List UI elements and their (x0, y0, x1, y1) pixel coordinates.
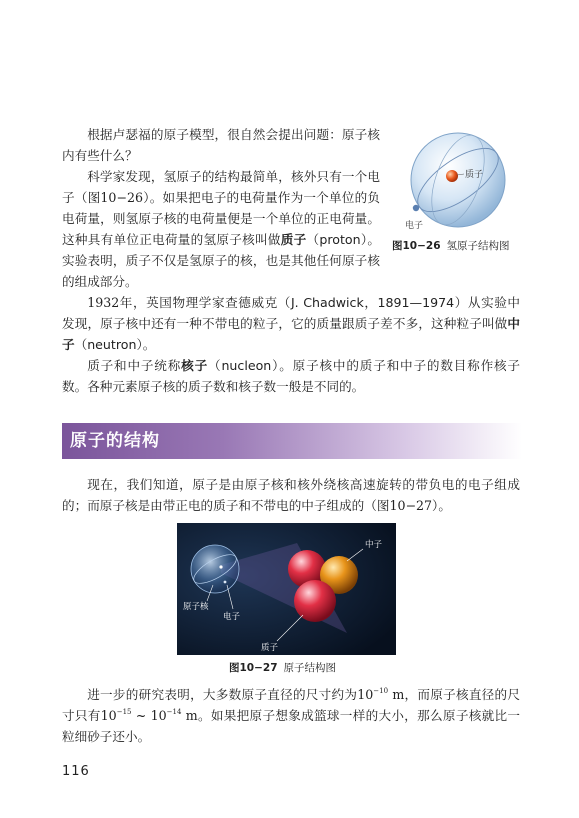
electron-cloud-sphere (411, 133, 505, 227)
term-en-neutron: neutron (87, 337, 137, 352)
figure-caption (392, 238, 527, 254)
text: （ (306, 232, 320, 247)
paragraph-proton (62, 166, 380, 292)
paragraph-neutron (62, 292, 520, 355)
figure-title: 氢原子结构图 (446, 240, 510, 252)
proton-ball (294, 580, 336, 622)
hydrogen-atom-figure (402, 130, 510, 236)
section-header (62, 423, 522, 459)
term-en-nucleon: nucleon (221, 358, 272, 373)
figure-caption (229, 660, 336, 676)
exponent: −14 (166, 708, 182, 716)
text: m，而原子核直径的尺寸只有10 (62, 687, 520, 723)
section-title: 原子的结构 (70, 431, 160, 451)
page-number: 116 (62, 764, 90, 779)
text: 科学家发现，氢原子的结构最简单，核外只有一个电子（图10−26）。如果把电子的电荷量作为一个单位的负电荷量，则氢原子核的电荷量便是一个单位的正电荷量。这种具有单位正电荷量的氢原子核叫做 (62, 169, 380, 247)
text: ）从实验中发现，原子核中还有一种不带电的粒子，它的质量跟质子差不多，这种粒子叫做 (62, 295, 521, 331)
atom-structure-figure (177, 523, 396, 655)
exponent: −10 (373, 687, 389, 695)
label-electron: 电子 (405, 221, 424, 231)
text: 进一步的研究表明，大多数原子直径的尺寸约为10 (87, 687, 374, 702)
atom-sphere (191, 545, 239, 593)
term-neutron: 中子 (62, 316, 520, 352)
term-proton: 质子 (280, 232, 307, 247)
paragraph-question: 根据卢瑟福的原子模型，很自然会提出问题：原子核内有些什么？ (62, 127, 380, 163)
text: ~ 10 (131, 708, 167, 723)
label-electron: 电子 (223, 612, 241, 622)
text: 1932年，英国物理学家查德威克（ (87, 295, 291, 310)
text: ）。实验表明，质子不仅是氢原子的核，也是其他任何原子核的组成部分。 (62, 232, 381, 289)
label-neutron: 中子 (365, 540, 383, 550)
paragraph-atom-structure: 现在，我们知道，原子是由原子核和核外绕核高速旋转的带负电的电子组成的；而原子核是由带正电的质子和不带电的中子组成的（图10−27）。 (62, 477, 520, 513)
figure-title: 原子结构图 (283, 662, 337, 674)
paragraph-nucleon (62, 355, 520, 397)
text: （ (208, 358, 222, 373)
figure-number: 图10−26 (392, 240, 441, 252)
exponent: −15 (116, 708, 132, 716)
person-name: J. Chadwick，1891—1974 (290, 295, 455, 310)
term-en-proton: proton (319, 232, 361, 247)
text: （ (74, 337, 88, 352)
term-nucleon: 核子 (181, 358, 209, 373)
nucleus-dot (219, 565, 222, 568)
electron-ball (413, 205, 419, 211)
electron-dot (224, 581, 227, 584)
text: ）。 (136, 337, 156, 352)
label-nucleus: 原子核 (183, 602, 209, 612)
paragraph-size-comparison (62, 684, 520, 747)
proton-ball (446, 170, 458, 182)
figure-number: 图10−27 (229, 662, 278, 674)
label-proton: 质子 (261, 643, 279, 653)
text: 质子和中子统称 (87, 358, 182, 373)
text: m。如果把原子想象成篮球一样的大小，那么原子核就比一粒细砂子还小。 (62, 708, 520, 744)
text: ）。原子核中的质子和中子的数目称作核子数。各种元素原子核的质子数和核子数一般是不同的。 (62, 358, 521, 394)
label-proton: 质子 (465, 170, 484, 180)
